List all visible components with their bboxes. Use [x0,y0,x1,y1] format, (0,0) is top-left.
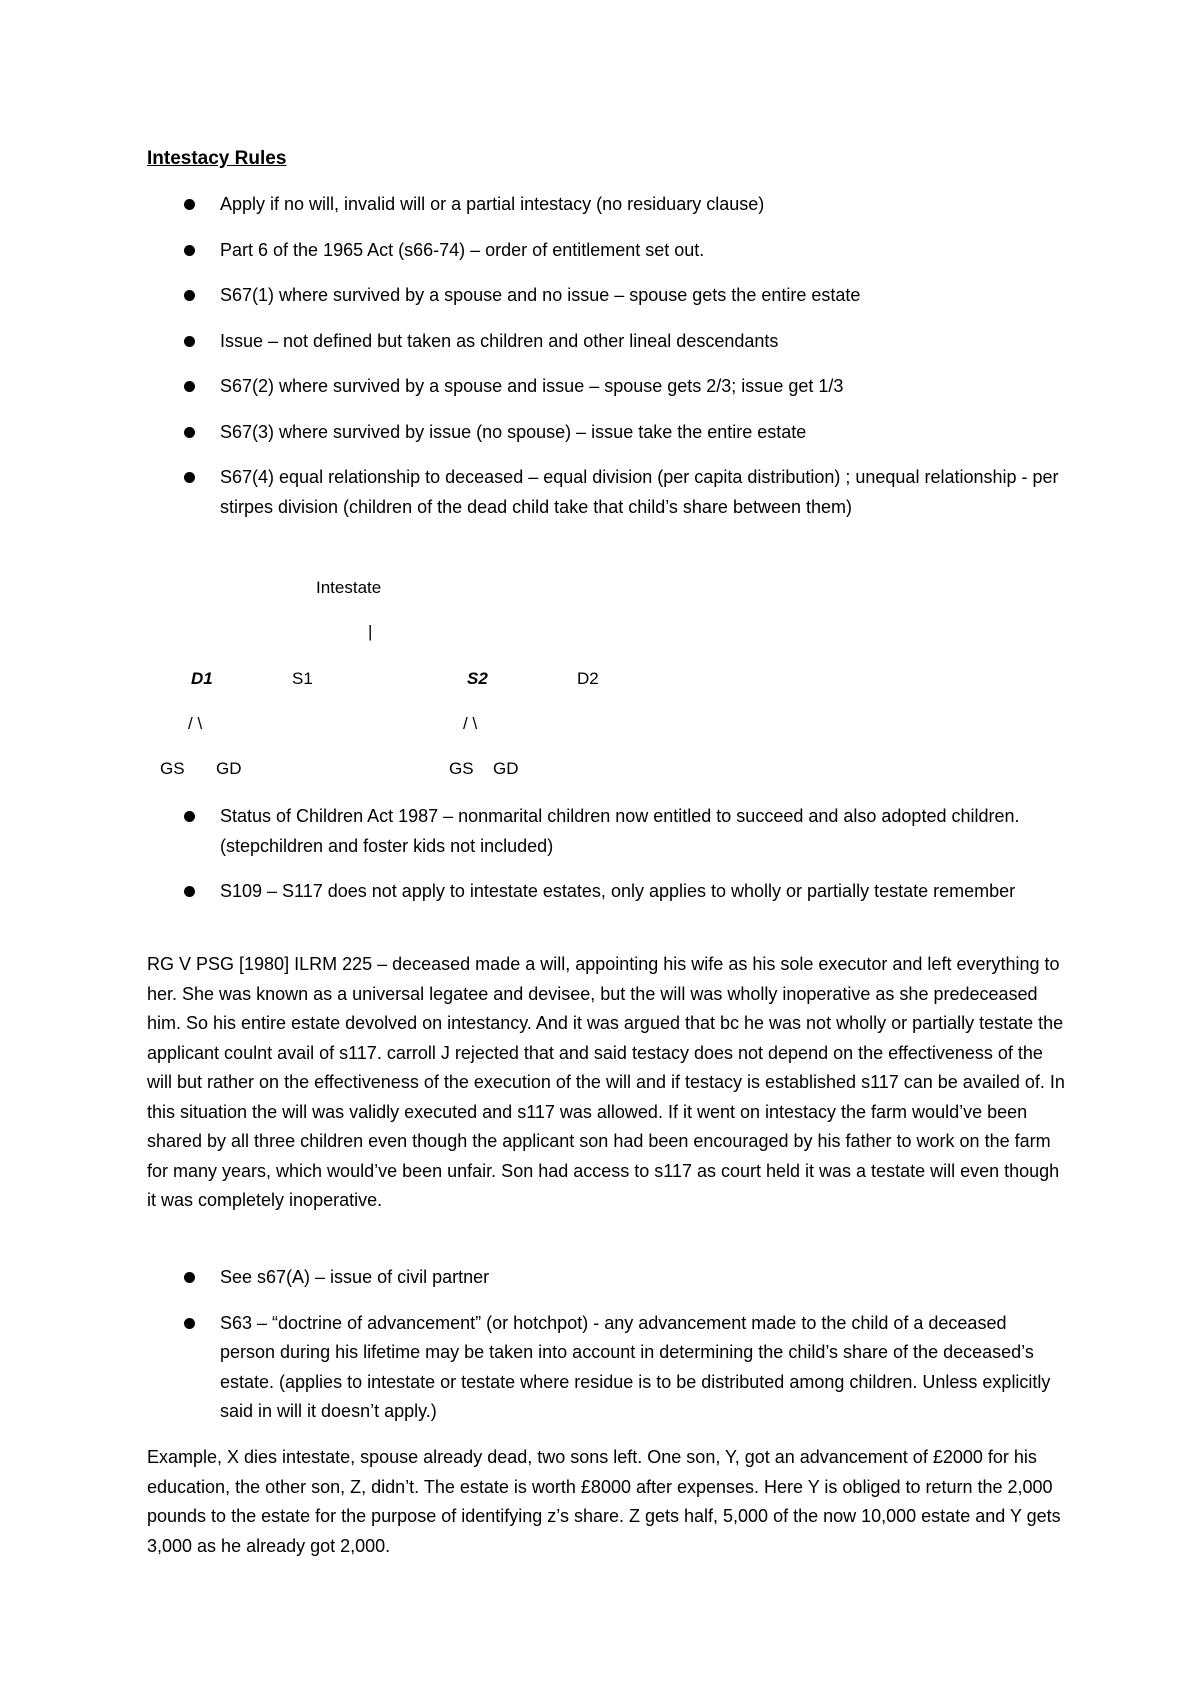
bullet-list-status [0,802,1200,923]
page-title: Intestacy Rules [147,148,287,169]
bullet-list-advancement [0,1263,1200,1443]
list-item: S67(3) where survived by issue (no spouse) – issue take the entire estate [0,418,1200,448]
case-paragraph: RG V PSG [1980] ILRM 225 – deceased made a will, appointing his wife as his sole executor and left everything to her. She was known as a universal legatee and devisee, but the will was wholly inoperative as she predeceased him. So his entire estate devolved on intestancy. And it was argued that bc he was not wholly or partially testate the applicant coulnt avail of s117. carroll J rejected that and said testacy does not depend on the effectiveness of the will but rather on the effectiveness of the execution of the will and if testacy is established s117 can be availed of. In this situation the will was validly executed and s117 was allowed. If it went on intestacy the farm would’ve been shared by all three children even though the applicant son had been encouraged by his father to work on the farm for many years, which would’ve been unfair. Son had access to s117 as court held it was a testate will even though it was completely inoperative. [147,954,1065,1210]
tree-root-intestate: Intestate [316,578,382,597]
list-item: S63 – “doctrine of advancement” (or hotchpot) - any advancement made to the child of a deceased person during his lifetime may be taken into account in determining the child’s share of the deceased’s estate. (applies to intestate or testate where residue is to be distributed among children. Unless explicitly said in will it doesn’t apply.) [0,1309,1200,1427]
list-item: See s67(A) – issue of civil partner [0,1263,1200,1293]
list-item: S67(4) equal relationship to deceased – equal division (per capita distribution) ; unequal relationship - per stirpes division (children of the dead child take that child’s share between them) [0,463,1200,522]
list-item: S109 – S117 does not apply to intestate estates, only applies to wholly or partially testate remember [0,877,1200,907]
tree-node-d2: D2 [577,669,599,688]
tree-branch-left: / \ [188,714,203,733]
example-paragraph: Example, X dies intestate, spouse already dead, two sons left. One son, Y, got an advancement of £2000 for his education, the other son, Z, didn’t. The estate is worth £8000 after expenses. Here Y is obliged to return the 2,000 pounds to the estate for the purpose of identifying z’s share. Z gets half, 5,000 of the now 10,000 estate and Y gets 3,000 as he already got 2,000. [147,1447,1061,1556]
tree-node-s1: S1 [292,669,313,688]
list-item: S67(2) where survived by a spouse and issue – spouse gets 2/3; issue get 1/3 [0,372,1200,402]
tree-node-gd-right: GD [493,759,519,778]
tree-stem: | [368,622,373,641]
list-item: Part 6 of the 1965 Act (s66-74) – order of entitlement set out. [0,236,1200,266]
list-item: Status of Children Act 1987 – nonmarital children now entitled to succeed and also adopted children. (stepchildren and foster kids not included) [0,802,1200,861]
tree-node-gs-left: GS [160,759,185,778]
tree-node-gs-right: GS [449,759,474,778]
list-item: S67(1) where survived by a spouse and no issue – spouse gets the entire estate [0,281,1200,311]
tree-branch-right: / \ [463,714,478,733]
list-item: Issue – not defined but taken as children and other lineal descendants [0,327,1200,357]
bullet-list-rules [0,190,1200,538]
tree-node-s2: S2 [467,669,488,688]
tree-node-d1: D1 [191,669,213,688]
list-item: Apply if no will, invalid will or a partial intestacy (no residuary clause) [0,190,1200,220]
tree-node-gd-left: GD [216,759,242,778]
